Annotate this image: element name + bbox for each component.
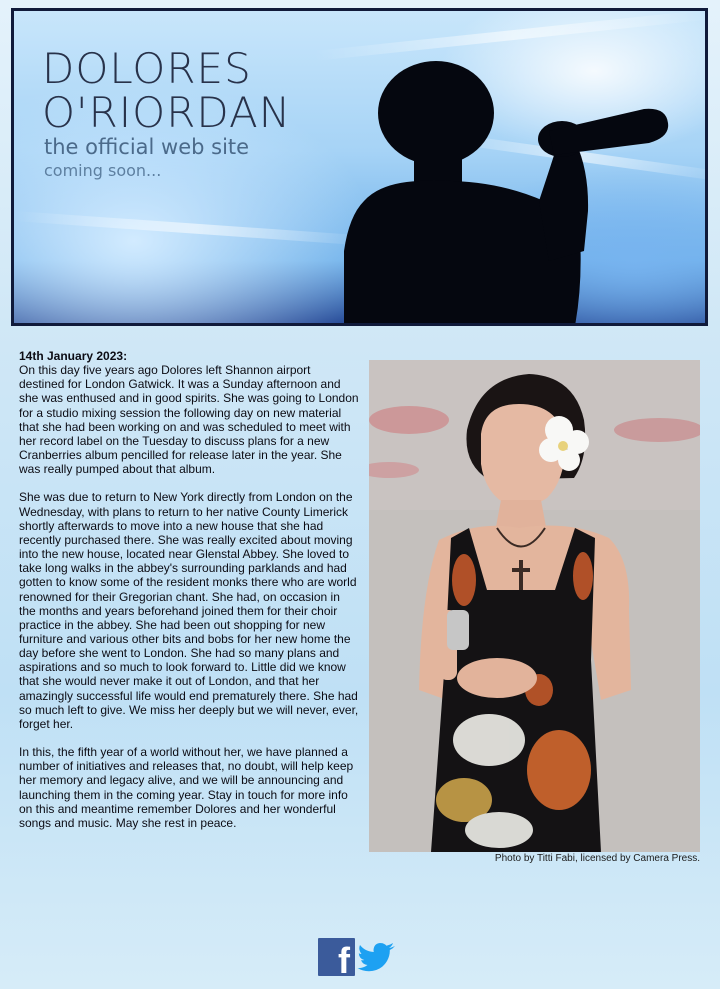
twitter-icon[interactable] xyxy=(357,938,397,976)
article-paragraph-1 xyxy=(19,349,359,476)
photo-illustration xyxy=(369,360,700,852)
header-banner xyxy=(11,8,708,326)
light-beam xyxy=(14,211,374,246)
facebook-letter: f xyxy=(338,940,350,981)
coming-soon-text: coming soon... xyxy=(44,161,162,180)
article-date: 14th January 2023: xyxy=(19,349,128,363)
article-paragraph-2: She was due to return to New York directly from London on the Wednesday, with plans to return to her native County Limerick shortly afterwards to move into a new house that she had recently purchased there. She was really excited about moving into the new house, located near Glenstal Abbey. She loved to take long walks in the abbey's surrounding parklands and had gotten to know some of the resident monks there who are world renowned for their Gregorian chant. She had, on occasion in the months and years beforehand joined them for their choir practice in the abbey. She had been out shopping for new furniture and various other bits and bobs for her new home the day before she went to London. She had so many plans and aspirations and so much to look forward to. Little did we know that she would never make it out of London, and that her amazingly successful life would end prematurely there. She had so much left to give. We miss her deeply but we will never, ever, forget her. xyxy=(19,490,359,731)
article-paragraph-text: On this day five years ago Dolores left Shannon airport destined for London Gatwick. It was a Sunday afternoon and she was enthused and in good spirits. She was going to London for a studio mixing session the following day on new material that she had been working on and was scheduled to meet with her record label on the Tuesday to discuss plans for a new Cranberries album pencilled for release later in the year. She was really pumped about that album. xyxy=(19,363,359,477)
social-links xyxy=(318,938,397,981)
site-subtitle: the official web site xyxy=(44,135,250,159)
article xyxy=(19,349,359,844)
site-title xyxy=(42,44,292,137)
facebook-icon[interactable] xyxy=(318,938,355,981)
site-title-line-2: O'RIORDAN xyxy=(42,88,292,137)
site-title-line-1: DOLORES xyxy=(42,44,252,93)
singer-silhouette xyxy=(344,51,674,326)
photo-caption: Photo by Titti Fabi, licensed by Camera Press. xyxy=(494,853,700,864)
article-paragraph-3: In this, the fifth year of a world without her, we have planned a number of initiatives and releases that, no doubt, will help keep her memory and legacy alive, and we will be announcing and launching them in the coming year. Stay in touch for more info on this and meantime remember Dolores and her wonderful songs and music. May she rest in peace. xyxy=(19,745,354,830)
dolores-photo xyxy=(369,360,700,852)
